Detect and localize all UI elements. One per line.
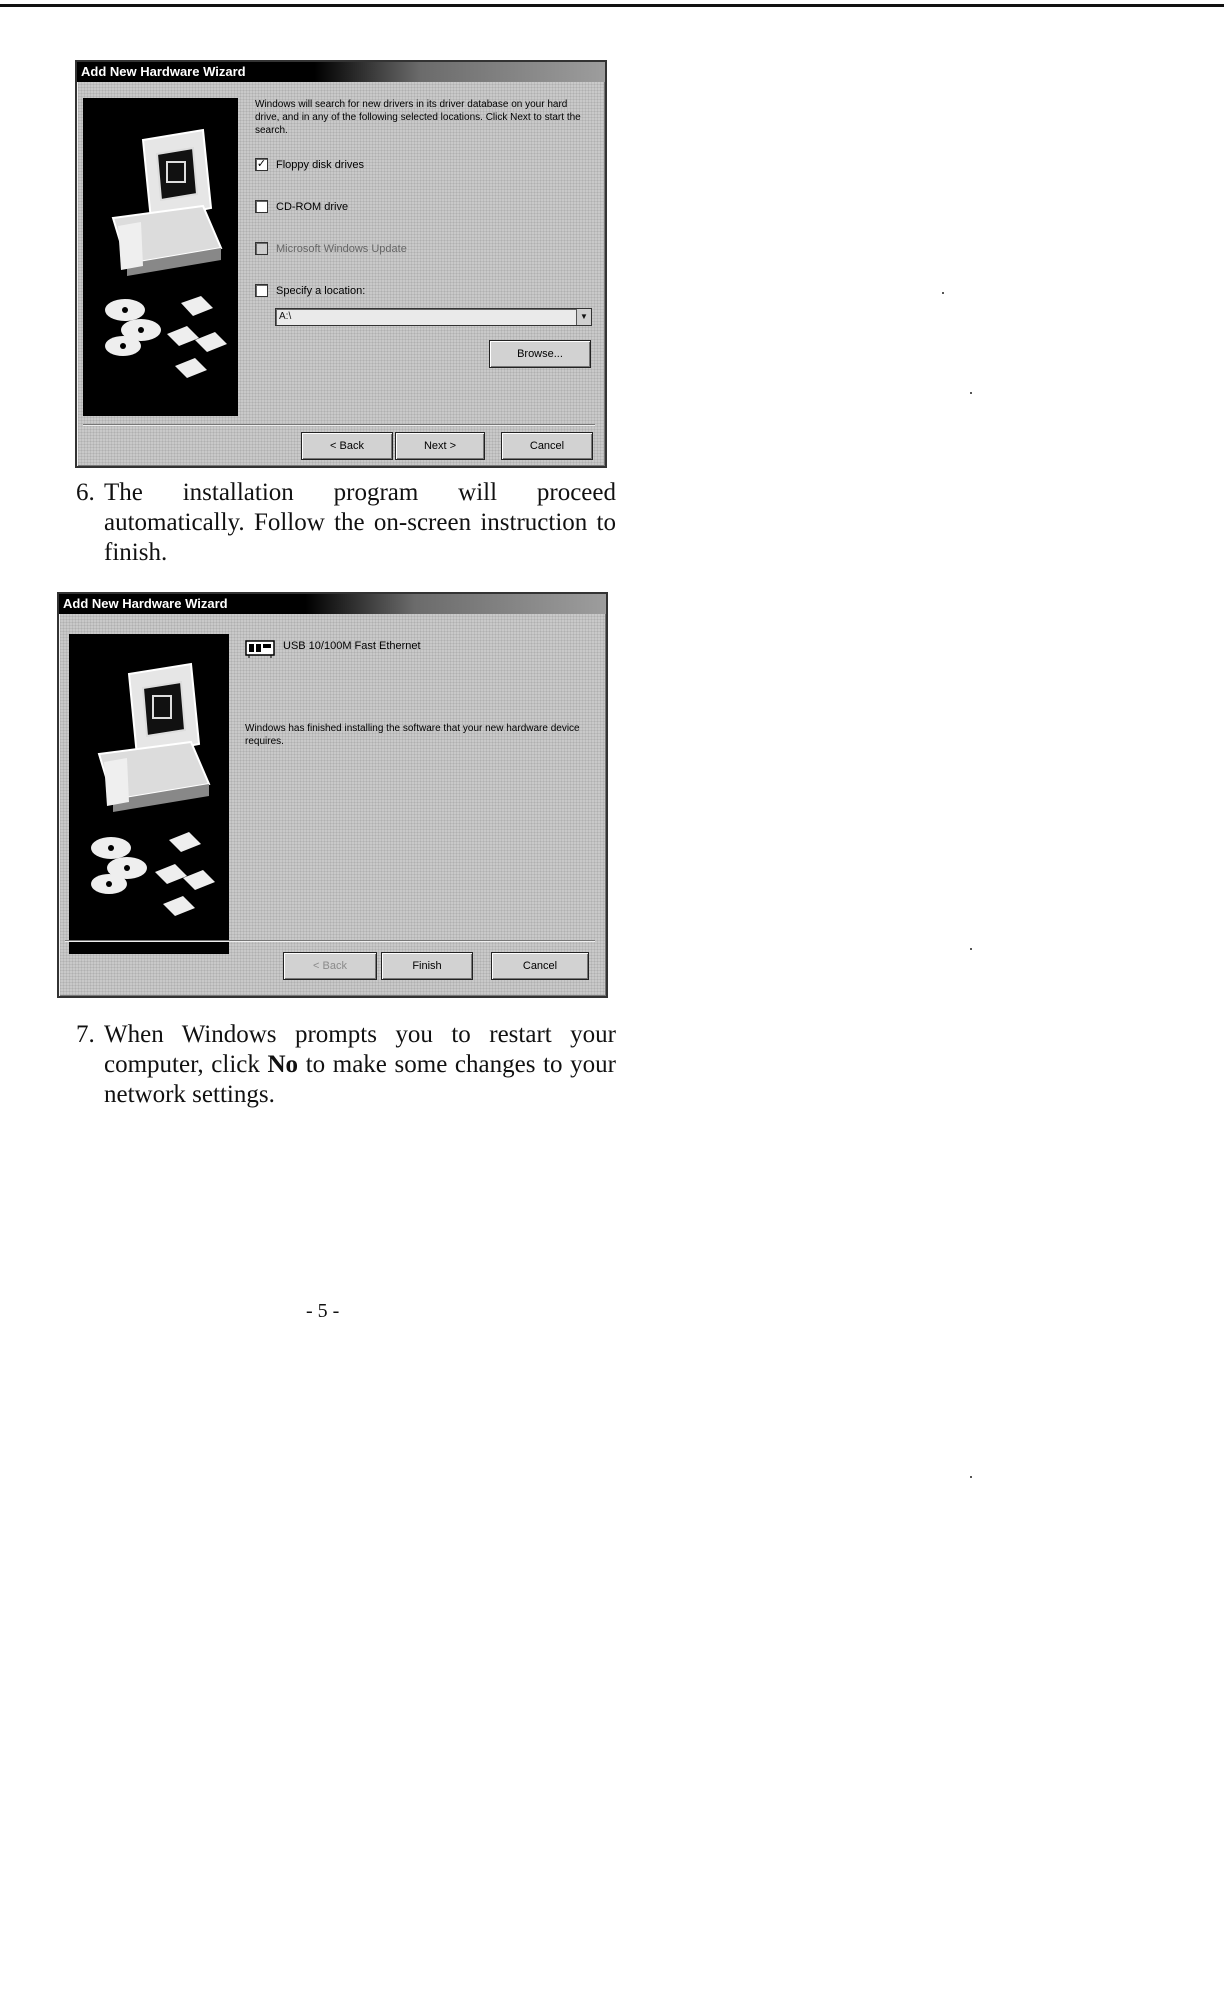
checkbox-cdrom[interactable] bbox=[255, 200, 268, 213]
step-7-number: 7. bbox=[76, 1021, 95, 1048]
back-button[interactable]: < Back bbox=[283, 952, 377, 980]
button-separator bbox=[65, 940, 595, 942]
location-value: A:\ bbox=[279, 311, 292, 322]
checkbox-windows-update[interactable] bbox=[255, 242, 268, 255]
network-adapter-icon bbox=[245, 638, 275, 658]
step-7 bbox=[76, 1020, 616, 1112]
cancel-button[interactable]: Cancel bbox=[501, 432, 593, 460]
option-specify-location-label: Specify a location: bbox=[276, 284, 366, 297]
wizard-title: Add New Hardware Wizard bbox=[77, 62, 605, 82]
step-6 bbox=[76, 478, 616, 570]
step-7-text bbox=[104, 1020, 616, 1110]
option-specify-location[interactable] bbox=[255, 284, 365, 297]
add-hardware-wizard-finished bbox=[57, 592, 608, 998]
option-cdrom[interactable] bbox=[255, 200, 348, 213]
device-name: USB 10/100M Fast Ethernet bbox=[283, 640, 421, 652]
chevron-down-icon[interactable]: ▼ bbox=[576, 309, 591, 325]
finished-message: Windows has finished installing the software that your new hardware device requires. bbox=[245, 723, 580, 747]
computer-disks-icon bbox=[69, 634, 229, 954]
browse-button[interactable]: Browse... bbox=[489, 340, 591, 368]
option-floppy-label: Floppy disk drives bbox=[276, 158, 365, 171]
next-button[interactable]: Next > bbox=[395, 432, 485, 460]
scan-speck bbox=[942, 292, 944, 294]
wizard-title: Add New Hardware Wizard bbox=[59, 594, 606, 614]
wizard-intro-text: Windows will search for new drivers in its driver database on your hard drive, and in any of the following selected locations. Click Next to start the search. bbox=[255, 99, 581, 136]
step-7-text-before: When Windows prompts you to restart your computer, click bbox=[104, 1021, 616, 1078]
cancel-button[interactable]: Cancel bbox=[491, 952, 589, 980]
option-floppy[interactable] bbox=[255, 158, 364, 171]
checkbox-floppy[interactable]: ✓ bbox=[256, 157, 267, 170]
finish-button[interactable]: Finish bbox=[381, 952, 473, 980]
wizard-illustration bbox=[83, 98, 238, 416]
checkbox-specify-location[interactable] bbox=[255, 284, 268, 297]
option-windows-update[interactable] bbox=[255, 242, 407, 255]
add-hardware-wizard-search bbox=[75, 60, 607, 468]
scan-speck bbox=[970, 1476, 972, 1478]
back-button[interactable]: < Back bbox=[301, 432, 393, 460]
button-separator bbox=[83, 424, 595, 426]
step-6-text: The installation program will proceed automatically. Follow the on-screen instruction to finish. bbox=[104, 479, 616, 566]
wizard-illustration bbox=[69, 634, 229, 954]
scan-speck bbox=[970, 948, 972, 950]
option-cdrom-label: CD-ROM drive bbox=[276, 200, 349, 213]
scan-speck bbox=[970, 392, 972, 394]
top-rule bbox=[0, 4, 1224, 7]
page-number: - 5 - bbox=[306, 1300, 340, 1322]
step-7-text-after: to make some changes to your network settings. bbox=[104, 1051, 616, 1108]
option-windows-update-label: Microsoft Windows Update bbox=[276, 242, 407, 255]
location-combobox[interactable] bbox=[275, 308, 592, 326]
step-6-number: 6. bbox=[76, 479, 95, 506]
step-7-bold: No bbox=[267, 1051, 299, 1078]
computer-disks-icon bbox=[83, 98, 238, 416]
